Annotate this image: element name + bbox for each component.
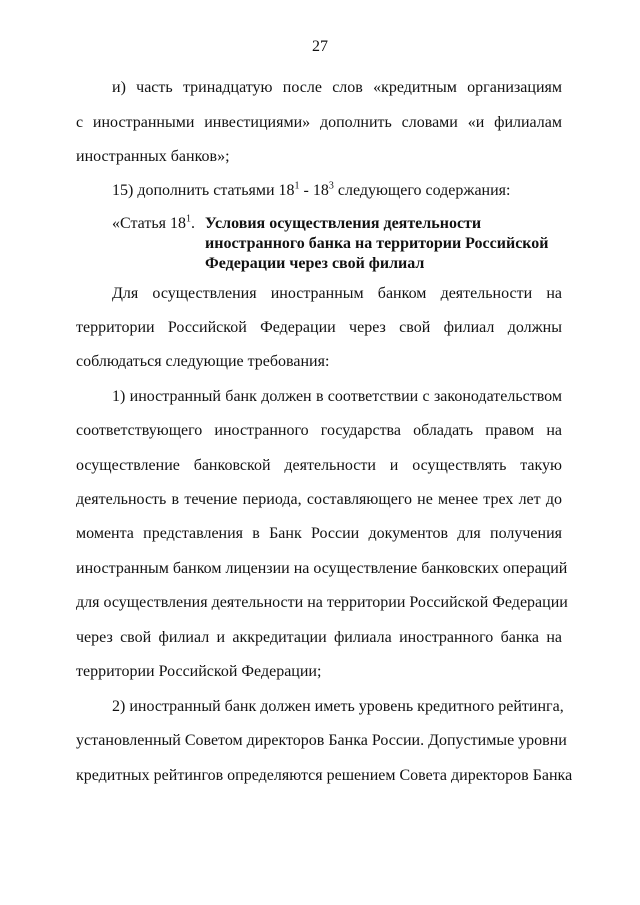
intro-line-3: соблюдаться следующие требования: (76, 353, 330, 370)
article-title-line-1: Условия осуществления деятельности (205, 215, 482, 232)
item-1-line-8: через свой филиал и аккредитации филиала иностранного банка на (76, 629, 562, 646)
article-label-pre: «Статья 18 (112, 215, 186, 232)
intro-line-1: Для осуществления иностранным банком деятельности на (112, 285, 562, 302)
paragraph-15-sup-2: 3 (328, 180, 334, 192)
item-1-line-3: осуществление банковской деятельности и осуществлять такую (76, 457, 562, 474)
item-1-line-5: момента представления в Банк России документов для получения (76, 525, 562, 542)
paragraph-15-pre: 15) дополнить статьями 18 (112, 182, 295, 199)
article-label-sup: 1 (185, 213, 191, 225)
paragraph-15-post: следующего содержания: (333, 182, 511, 199)
item-2-line-2: установленный Советом директоров Банка России. Допустимые уровни (76, 732, 567, 749)
item-1-line-4: деятельность в течение периода, составляющего не менее трех лет до (76, 491, 562, 508)
item-1-line-7: для осуществления деятельности на территории Российской Федерации (76, 594, 568, 611)
article-title-line-3: Федерации через свой филиал (205, 255, 425, 272)
item-1-line-2: соответствующего иностранного государства обладать правом на (76, 422, 562, 439)
paragraph-15-mid: - 18 (299, 182, 329, 199)
item-1-line-9: территории Российской Федерации; (76, 663, 322, 680)
article-label (112, 214, 195, 234)
item-2-line-3: кредитных рейтингов определяются решением Совета директоров Банка (76, 767, 573, 784)
article-title (205, 214, 565, 274)
paragraph-i-line-2: с иностранными инвестициями» дополнить словами «и филиалам (76, 114, 562, 131)
item-1-line-6: иностранным банком лицензии на осуществление банковских операций (76, 560, 568, 577)
page-number: 27 (312, 38, 328, 55)
article-title-line-2: иностранного банка на территории Российской (205, 235, 549, 252)
item-1-line-1: 1) иностранный банк должен в соответствии с законодательством (112, 388, 562, 405)
paragraph-i-line-1: и) часть тринадцатую после слов «кредитным организациям (112, 79, 562, 96)
paragraph-15-sup-1: 1 (294, 180, 300, 192)
intro-line-2: территории Российской Федерации через свой филиал должны (76, 319, 562, 336)
item-2-line-1: 2) иностранный банк должен иметь уровень кредитного рейтинга, (112, 698, 564, 715)
paragraph-15 (112, 181, 562, 201)
paragraph-i-line-3: иностранных банков»; (76, 148, 230, 165)
article-label-post: . (190, 215, 195, 232)
